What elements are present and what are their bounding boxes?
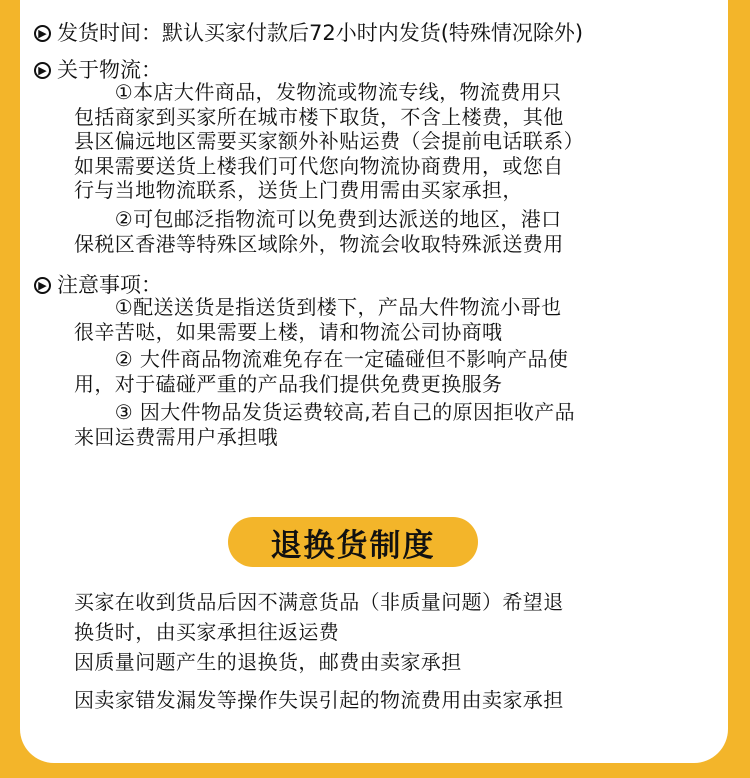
notes-paragraph-2: ② 大件商品物流难免存在一定磕碰但不影响产品使 用，对于磕碰严重的产品我们提供免费更换服务 (74, 347, 569, 396)
shipping-title: 发货时间： (57, 21, 162, 45)
notes-paragraph-3: ③ 因大件物品发货运费较高,若自己的原因拒收产品 来回运费需用户承担哦 (74, 400, 576, 449)
returns-heading: 退换货制度 (270, 527, 436, 564)
returns-paragraph-3: 因卖家错发漏发等操作失误引起的物流费用由卖家承担 (74, 688, 564, 712)
logistics-paragraph-1: ①本店大件商品，发物流或物流专线，物流费用只 包括商家到买家所在城市楼下取货，不含上楼费，其他 县区偏远地区需要买家额外补贴运费（会提前电话联系） 如果需要送货上楼我们可代您向物流协商费用，或您自 行与当地物流联系，送货上门费用需由买家承担， (74, 80, 584, 203)
circled-arrow-right-icon: ▶ (34, 62, 51, 79)
notes-paragraph-1: ①配送送货是指送货到楼下，产品大件物流小哥也 很辛苦哒，如果需要上楼，请和物流公司协商哦 (74, 295, 562, 344)
returns-paragraph-2: 因质量问题产生的退换货，邮费由卖家承担 (74, 650, 462, 674)
notes-title: 注意事项： (57, 273, 162, 297)
circled-arrow-right-icon: ▶ (34, 277, 51, 294)
circled-arrow-right-icon: ▶ (34, 25, 51, 42)
shipping-section (34, 18, 583, 48)
shipping-text: 默认买家付款后72小时内发货(特殊情况除外) (162, 21, 584, 45)
returns-paragraph-1: 买家在收到货品后因不满意货品（非质量问题）希望退 换货时，由买家承担往返运费 (74, 590, 564, 644)
logistics-title: 关于物流： (57, 58, 162, 82)
logistics-paragraph-2: ②可包邮泛指物流可以免费到达派送的地区，港口 保税区香港等特殊区域除外，物流会收取特殊派送费用 (74, 207, 564, 256)
returns-heading-pill (228, 517, 478, 567)
